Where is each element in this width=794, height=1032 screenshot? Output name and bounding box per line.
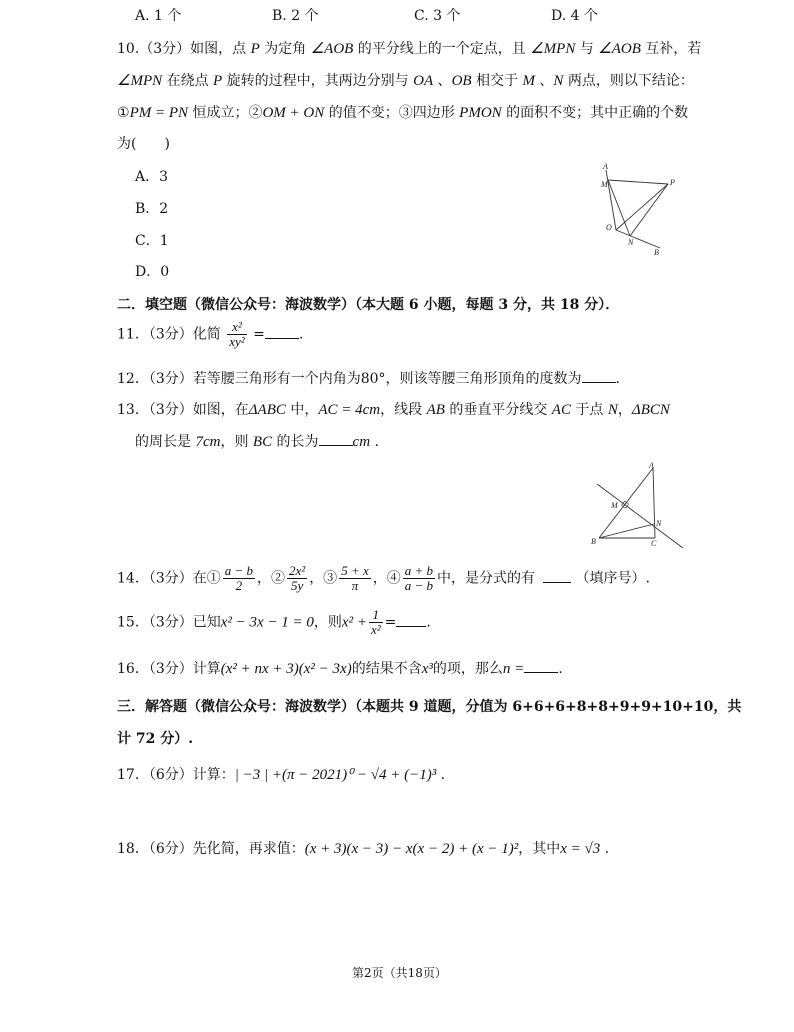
segment-pn (630, 184, 668, 236)
q14-answer-blank[interactable] (543, 570, 571, 583)
q9-option-b: B. 2 个 (272, 8, 319, 24)
section-2-heading: 二．填空题（微信公众号：海波数学）（本大题 6 小题，每题 3 分，共 18 分）． (117, 297, 620, 313)
label-o: O (606, 223, 612, 232)
label-n: N (628, 238, 634, 247)
label-b: B (654, 248, 659, 257)
q10-option-a: A．3 (135, 169, 169, 185)
q10-option-c: C．1 (135, 233, 169, 249)
section-3-heading-line2: 计 72 分）. (117, 731, 194, 747)
q11-fraction: $\frac{\text{x²}}{\text{xy²}}$ (229, 319, 245, 349)
label-m: M (601, 180, 608, 189)
side-ab (599, 468, 653, 538)
q13-line1: 13．（3分）如图，在ΔABC 中，AC = 4cm，线段 AB 的垂直平分线交 AC 于点 N，ΔBCN (117, 402, 670, 418)
q10-figure (590, 160, 700, 260)
page-footer: 第2页（共18页） (352, 966, 447, 980)
q10-option-d: D．0 (135, 264, 170, 280)
q14: 14．（3分）在① $\frac{a - b}{2}$ ，② $\frac{\text{2x²}}{5y}$ ，③ $\frac{5 + x}{\pi}$ ，④ $\frac{a + b}{a - b}$ 中，是分式的有 （填序号）. (117, 563, 650, 593)
q13-answer-blank[interactable] (319, 433, 353, 446)
q11: 11．（3分）化简 $\frac{\text{x²}}{\text{xy²}}$ = . (117, 319, 304, 349)
q12-answer-blank[interactable] (582, 370, 616, 383)
q18: 18．（6分）先化简，再求值：(x + 3)(x − 3) − x(x − 2) + (x − 1)²，其中x = √3 . (117, 841, 610, 857)
q15-answer-blank[interactable] (396, 614, 426, 627)
q10-line4: 为( ) (117, 136, 170, 152)
q10-line2: ∠MPN 在绕点 P 旋转的过程中，其两边分别与 OA 、OB 相交于 M 、N 两点，则以下结论： (117, 73, 694, 89)
label-m: M (611, 501, 618, 510)
q13-figure (585, 460, 690, 550)
label-b: B (591, 537, 596, 546)
q10-line3: ①PM = PN 恒成立；②OM + ON 的值不变；③四边形 PMON 的面积不变；其中正确的个数 (117, 105, 689, 121)
ray-ob (616, 230, 660, 248)
segment-bn (599, 524, 654, 538)
q9-option-a: A. 1 个 (135, 8, 182, 24)
q15: 15．（3分）已知x² − 3x − 1 = 0，则x² + $\frac{1}{\text{x²}}$ = . (117, 607, 431, 637)
label-c: C (651, 539, 657, 548)
label-a: A (649, 461, 654, 470)
q10-line1: 10.（3分）如图，点 P 为定角 ∠AOB 的平分线上的一个定点，且 ∠MPN 与 ∠AOB 互补，若 (117, 41, 702, 57)
segment-op (616, 184, 668, 230)
q9-option-c: C. 3 个 (414, 8, 461, 24)
section-3-heading-line1: 三．解答题（微信公众号：海波数学）（本题共 9 道题，分值为 6+6+6+8+8+9+9+10+10，共 (117, 699, 742, 715)
q17: 17．（6分）计算：| −3 | +(π − 2021)⁰ − √4 + (−1)³ . (117, 767, 446, 783)
q12: 12．（3分）若等腰三角形有一个内角为80°，则该等腰三角形顶角的度数为 . (117, 371, 620, 387)
q13-line2: 的周长是 7cm，则 BC 的长为 cm . (135, 434, 379, 450)
label-n: N (656, 519, 662, 528)
ray-oa (606, 170, 616, 230)
q16-answer-blank[interactable] (524, 660, 558, 673)
label-p: P (670, 178, 675, 187)
label-a: A (603, 162, 608, 171)
q10-option-b: B．2 (135, 201, 169, 217)
q11-answer-blank[interactable] (265, 326, 299, 339)
segment-mp (608, 180, 668, 184)
q16: 16．（3分）计算(x² + nx + 3)(x² − 3x)的结果不含x³的项，那么n = . (117, 661, 563, 677)
q9-option-d: D. 4 个 (551, 8, 598, 24)
